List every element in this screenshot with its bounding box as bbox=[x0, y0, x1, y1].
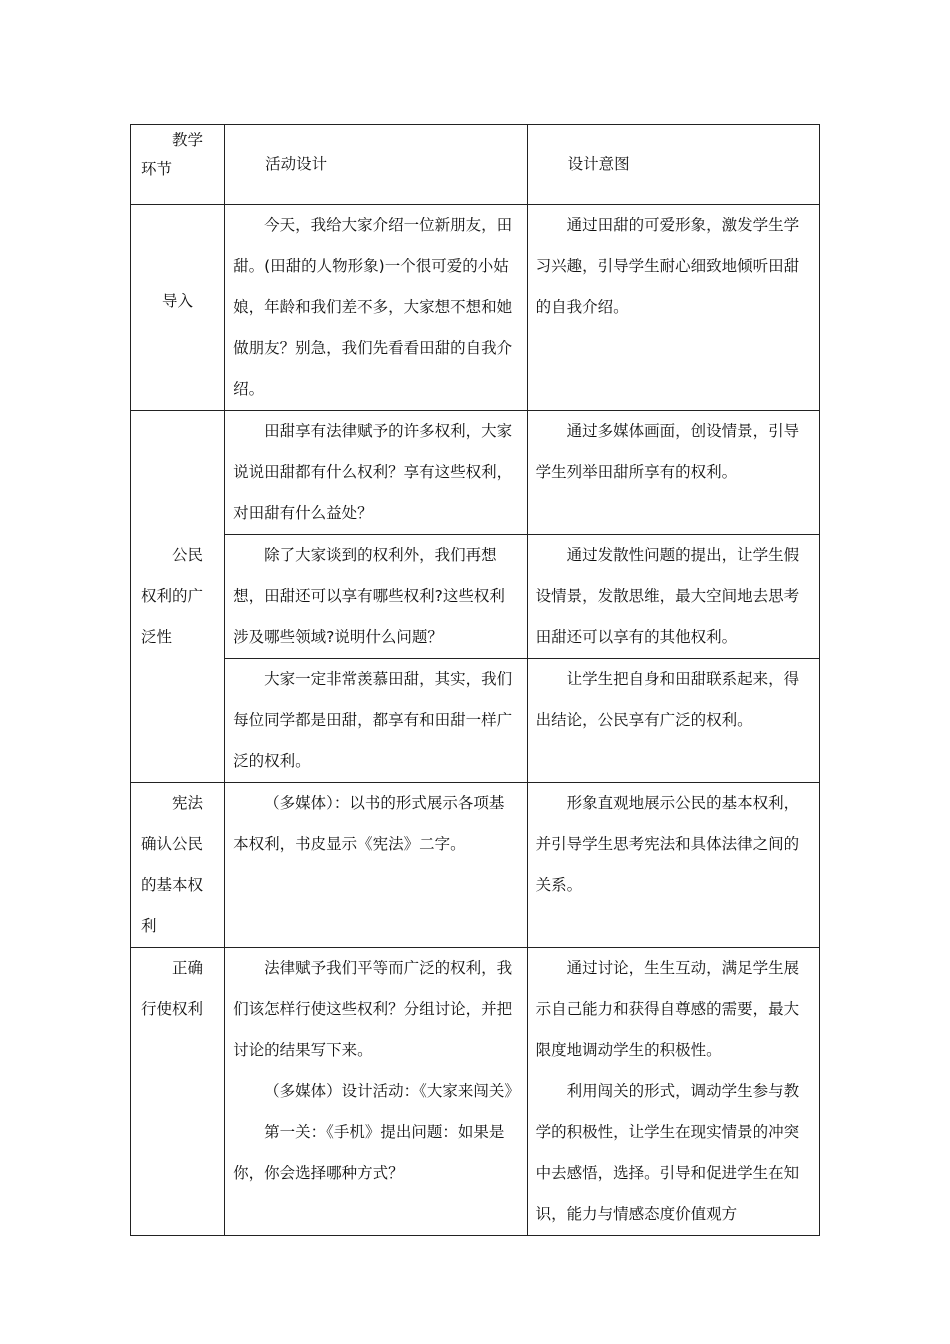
header-stage bbox=[131, 125, 225, 205]
stage-rights-line1: 公民 bbox=[172, 546, 204, 564]
activity-rights-1 bbox=[225, 411, 527, 535]
stage-constitution-line2: 确认公民的基本权利 bbox=[141, 835, 204, 935]
activity-exercise-p2: （多媒体）设计活动：《大家来闯关》 bbox=[264, 1082, 520, 1100]
activity-rights-3-text: 大家一定非常羡慕田甜，其实，我们每位同学都是田甜，都享有和田甜一样广泛的权利。 bbox=[233, 670, 513, 770]
intent-exercise-p2: 利用闯关的形式，调动学生参与教学的积极性，让学生在现实情景的冲突中去感悟，选择。引导和促进学生在知识，能力与情感态度价值观方 bbox=[535, 1082, 800, 1223]
activity-exercise-p3: 第一关：《手机》提出问题：如果是你，你会选择哪种方式？ bbox=[233, 1123, 505, 1182]
stage-exercise-line2: 行使权利 bbox=[141, 1000, 204, 1018]
activity-intro bbox=[225, 205, 527, 411]
activity-rights-1-text: 田甜享有法律赋予的许多权利，大家说说田甜都有什么权利？享有这些权利，对田甜有什么益处？ bbox=[233, 422, 513, 522]
row-intro bbox=[131, 205, 820, 411]
intent-exercise bbox=[527, 948, 819, 1236]
row-exercise bbox=[131, 948, 820, 1236]
intent-rights-1 bbox=[527, 411, 819, 535]
activity-rights-2 bbox=[225, 535, 527, 659]
header-activity: 活动设计 bbox=[225, 125, 527, 205]
intent-intro bbox=[527, 205, 819, 411]
row-rights-3 bbox=[131, 659, 820, 783]
intent-intro-text: 通过田甜的可爱形象，激发学生学习兴趣，引导学生耐心细致地倾听田甜的自我介绍。 bbox=[535, 216, 800, 316]
activity-rights-2-text: 除了大家谈到的权利外，我们再想想，田甜还可以享有哪些权利?这些权利涉及哪些领域?说明什么问题？ bbox=[233, 546, 505, 646]
intent-constitution-text: 形象直观地展示公民的基本权利，并引导学生思考宪法和具体法律之间的关系。 bbox=[535, 794, 800, 894]
stage-rights bbox=[131, 411, 225, 783]
activity-exercise bbox=[225, 948, 527, 1236]
row-rights-1 bbox=[131, 411, 820, 535]
intent-rights-3 bbox=[527, 659, 819, 783]
activity-constitution-text: （多媒体）：以书的形式展示各项基本权利，书皮显示《宪法》二字。 bbox=[233, 794, 505, 853]
header-row bbox=[131, 125, 820, 205]
stage-intro: 导入 bbox=[131, 205, 225, 411]
header-stage-line1: 教学 bbox=[172, 131, 204, 149]
intent-rights-2-text: 通过发散性问题的提出，让学生假设情景，发散思维，最大空间地去思考田甜还可以享有的其他权利。 bbox=[535, 546, 800, 646]
header-intent: 设计意图 bbox=[527, 125, 819, 205]
intent-rights-2 bbox=[527, 535, 819, 659]
intent-constitution bbox=[527, 783, 819, 948]
header-stage-line2: 环节 bbox=[141, 160, 173, 178]
row-constitution bbox=[131, 783, 820, 948]
intent-rights-3-text: 让学生把自身和田甜联系起来，得出结论，公民享有广泛的权利。 bbox=[535, 670, 800, 729]
stage-constitution bbox=[131, 783, 225, 948]
row-rights-2 bbox=[131, 535, 820, 659]
stage-rights-line2: 权利的广泛性 bbox=[141, 587, 204, 646]
stage-exercise bbox=[131, 948, 225, 1236]
intent-rights-1-text: 通过多媒体画面，创设情景，引导学生列举田甜所享有的权利。 bbox=[535, 422, 800, 481]
stage-exercise-line1: 正确 bbox=[172, 959, 204, 977]
stage-constitution-line1: 宪法 bbox=[172, 794, 204, 812]
activity-rights-3 bbox=[225, 659, 527, 783]
activity-intro-text: 今天，我给大家介绍一位新朋友，田甜。(田甜的人物形象)一个很可爱的小姑娘，年龄和我们差不多，大家想不想和她做朋友？别急，我们先看看田甜的自我介绍。 bbox=[233, 216, 513, 398]
intent-exercise-p1: 通过讨论，生生互动，满足学生展示自己能力和获得自尊感的需要，最大限度地调动学生的积极性。 bbox=[535, 959, 800, 1059]
lesson-plan-table bbox=[130, 124, 820, 1236]
activity-constitution bbox=[225, 783, 527, 948]
activity-exercise-p1: 法律赋予我们平等而广泛的权利，我们该怎样行使这些权利？分组讨论，并把讨论的结果写下来。 bbox=[233, 959, 513, 1059]
